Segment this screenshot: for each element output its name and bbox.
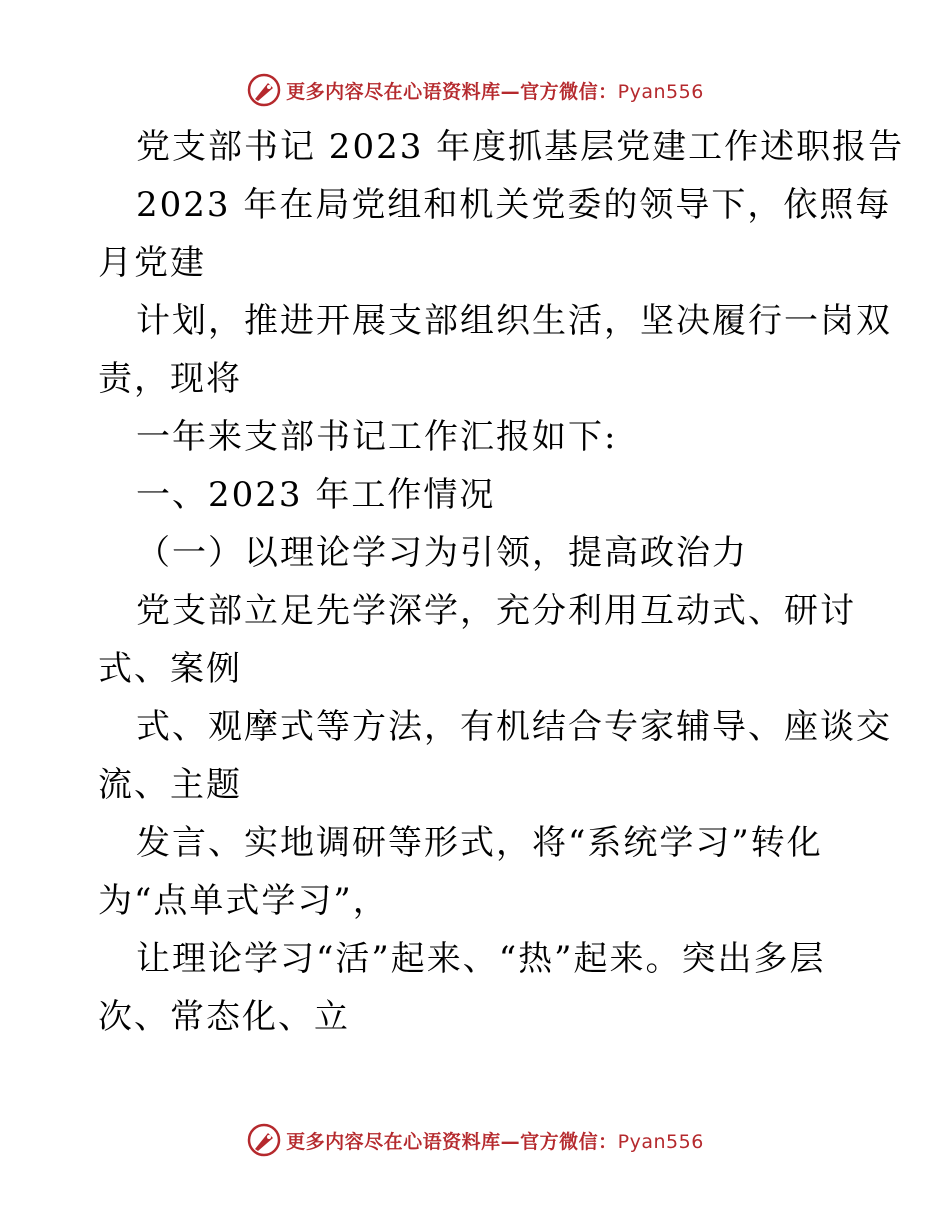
paragraph-line: 为“点单式学习”， (98, 881, 389, 921)
watermark-id: Pyan556 (617, 1130, 704, 1153)
subsection-heading: （一）以理论学习为引领，提高政治力 (136, 533, 748, 573)
paragraph-line: 让理论学习“活”起来、“热”起来。突出多层 (136, 939, 826, 979)
paragraph-line: 党支部立足先学深学，充分利用互动式、研讨 (136, 591, 856, 631)
document-title: 党支部书记 2023 年度抓基层党建工作述职报告 (136, 127, 905, 167)
paragraph-line: 计划，推进开展支部组织生活，坚决履行一岗双 (136, 301, 892, 341)
paragraph-line: 一年来支部书记工作汇报如下: (136, 417, 618, 457)
section-heading: 一、2023 年工作情况 (136, 475, 496, 515)
watermark-banner-bottom (0, 1120, 950, 1160)
paragraph-line: 发言、实地调研等形式，将“系统学习”转化 (136, 823, 823, 863)
watermark-text: 更多内容尽在心语资料库—官方微信：Pyan556 (286, 80, 704, 103)
paragraph-line: 次、常态化、立 (98, 997, 350, 1037)
pen-nib-logo-icon (246, 1122, 282, 1158)
watermark-banner-top (0, 70, 950, 110)
paragraph-line: 责，现将 (98, 359, 242, 399)
document-body (98, 118, 905, 1046)
paragraph-line: 式、案例 (98, 649, 242, 689)
paragraph-line: 月党建 (98, 243, 206, 283)
watermark-id: Pyan556 (617, 80, 704, 103)
paragraph-line: 流、主题 (98, 765, 242, 805)
watermark-text: 更多内容尽在心语资料库—官方微信：Pyan556 (286, 1130, 704, 1153)
pen-nib-logo-icon (246, 72, 282, 108)
paragraph-line: 式、观摩式等方法，有机结合专家辅导、座谈交 (136, 707, 892, 747)
paragraph-line: 2023 年在局党组和机关党委的领导下，依照每 (136, 185, 892, 225)
